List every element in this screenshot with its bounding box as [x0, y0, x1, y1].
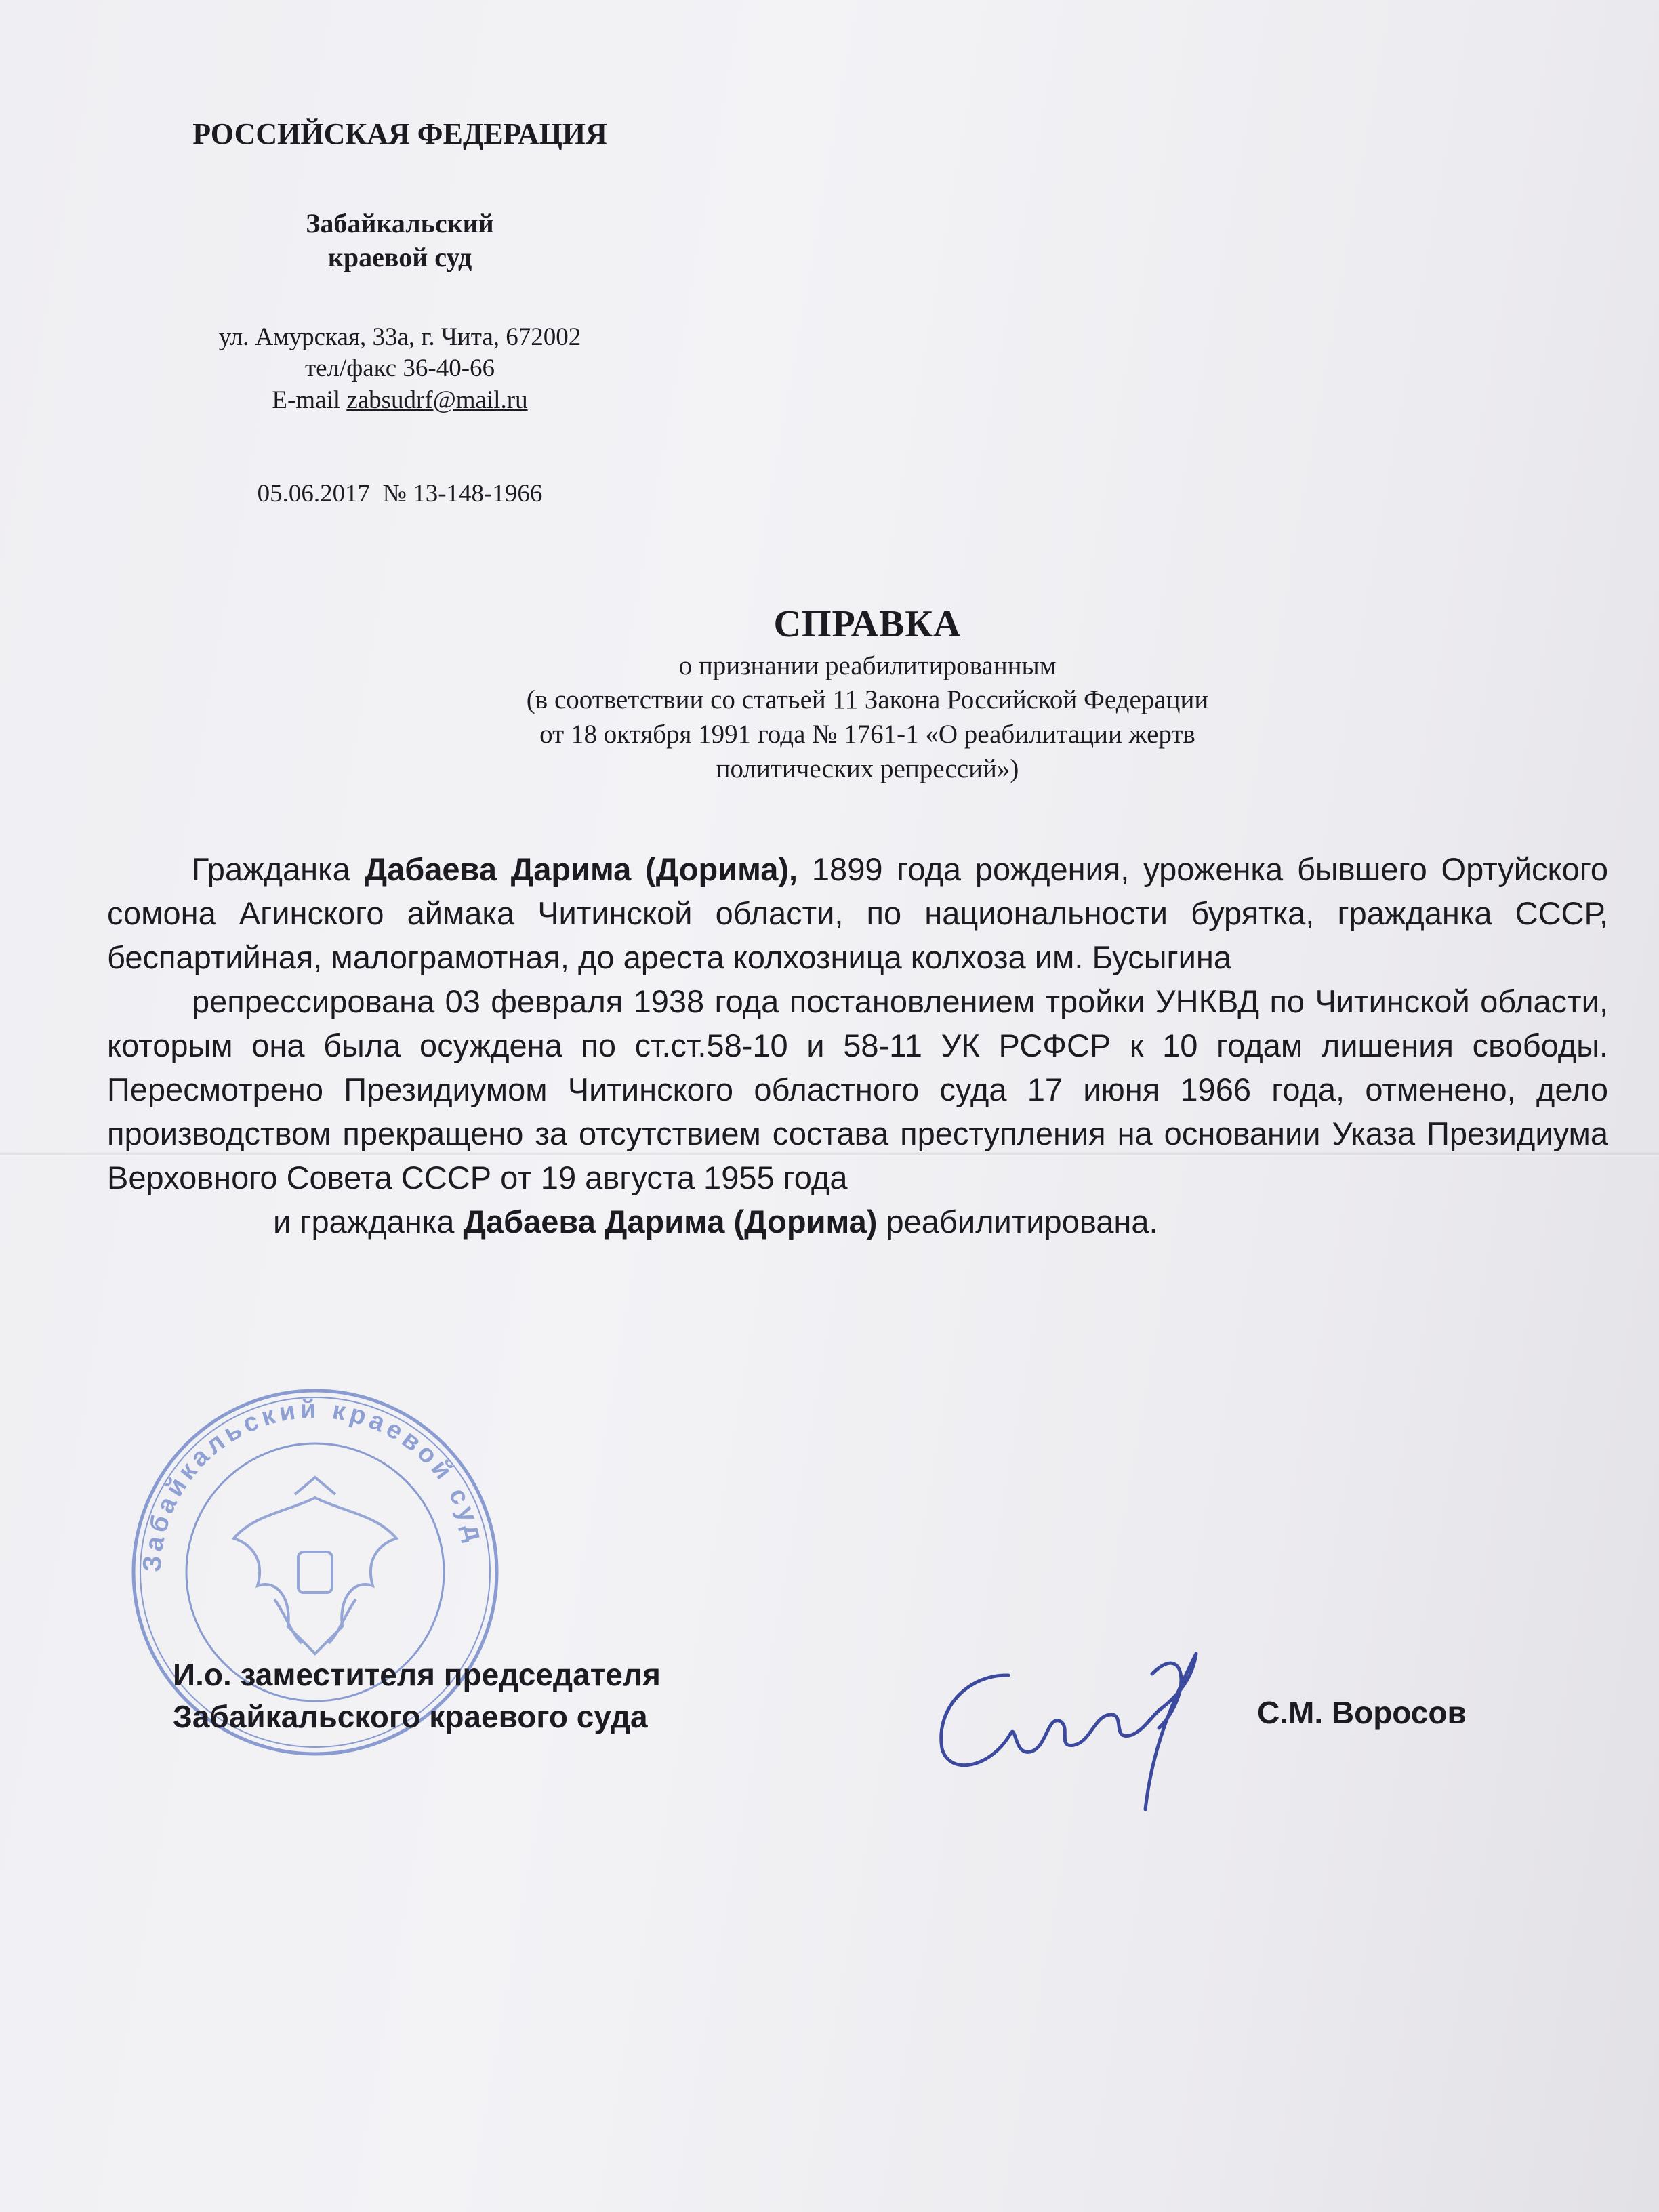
court-name-line1: Забайкальский [306, 208, 494, 239]
title-line1: о признании реабилитированным [678, 651, 1057, 680]
court-address: ул. Амурская, 33а, г. Чита, 672002 [218, 323, 581, 351]
document-date: 05.06.2017 [257, 479, 371, 508]
country-name: РОССИЙСКАЯ ФЕДЕРАЦИЯ [192, 117, 607, 150]
handwritten-signature [928, 1613, 1213, 1837]
document-reference [122, 478, 678, 510]
title-line2: (в соответствии со статьей 11 Закона Российской Федерации [526, 685, 1209, 715]
p3-prefix: и гражданка [273, 1204, 464, 1240]
stamp-text: Забайкальский краевой суд [138, 1395, 490, 1573]
letterhead [122, 115, 678, 510]
document-title-block [352, 600, 1382, 787]
signatory-title-line1: И.о. заместителя председателя [173, 1657, 661, 1692]
document-title: СПРАВКА [773, 603, 962, 645]
paragraph-1 [107, 847, 1608, 979]
signer-name: С.М. Воросов [1257, 1695, 1467, 1730]
paragraph-2: репрессирована 03 февраля 1938 года постановлением тройки УНКВД по Читинской области, которым она была осуждена по ст.ст.58-10 и 58-11 УК РСФСР к 10 годам лишения свободы. Пересмотрено Президиумом Читинского областного суда 17 июня 1966 года, отменено, дело производством прекращено за отсутствием состава преступления на основании Указа Президиума Верховного Совета СССР от 19 августа 1955 года [107, 983, 1608, 1195]
citizen-name: Дабаева Дарима (Дорима), [364, 851, 798, 887]
svg-text:Забайкальский краевой суд [138, 1395, 490, 1573]
court-name-line2: краевой суд [327, 242, 472, 272]
p1-rest: 1899 года рождения, уроженка бывшего Ортуйского сомона Агинского аймака Читинской области, по национальности бурятка, гражданка СССР, беспартийная, малограмотная, до ареста колхозница колхоза им. Бусыгина [107, 851, 1608, 975]
p3-rest: реабилитирована. [877, 1204, 1158, 1240]
title-line4: политических репрессий») [716, 754, 1019, 783]
court-phone: тел/факс 36-40-66 [304, 354, 495, 383]
paragraph-3 [107, 1200, 1608, 1244]
email-label: E-mail [272, 386, 347, 414]
title-line3: от 18 октября 1991 года № 1761-1 «О реабилитации жертв [539, 720, 1195, 750]
p1-prefix: Гражданка [192, 851, 365, 887]
eagle-emblem-icon [234, 1477, 396, 1654]
document-number: № 13-148-1966 [382, 479, 543, 508]
email-link[interactable]: zabsudrf@mail.ru [346, 386, 528, 414]
document-body [107, 847, 1608, 1244]
citizen-name-2: Дабаева Дарима (Дорима) [463, 1204, 878, 1240]
court-email-line [122, 385, 678, 416]
signatory-title [173, 1654, 661, 1738]
court-name [122, 207, 678, 274]
signatory-title-line2: Забайкальского краевого суда [173, 1699, 648, 1734]
